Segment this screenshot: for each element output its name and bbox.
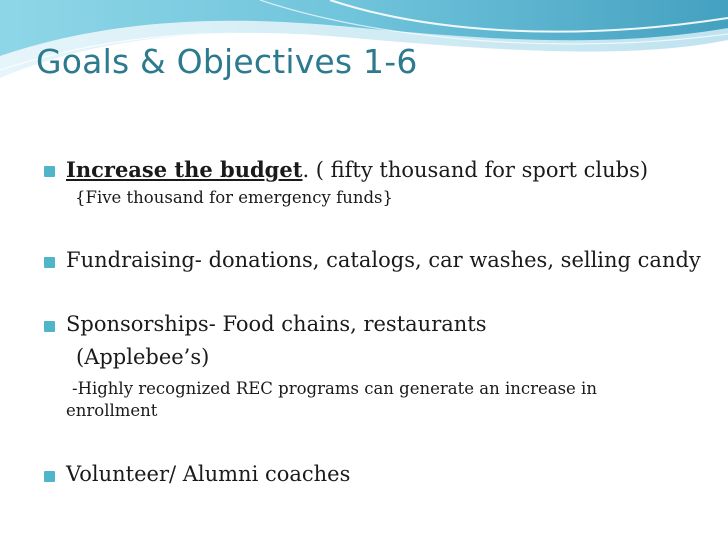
bullet-emphasis: Increase the budget xyxy=(66,157,303,182)
bullet-marker xyxy=(44,257,55,268)
bullet-note: -Highly recognized REC programs can generate an increase in xyxy=(72,379,597,398)
bullet-volunteer: Volunteer/ Alumni coaches xyxy=(66,462,351,486)
bullet-subtext: {Five thousand for emergency funds} xyxy=(75,188,393,207)
bullet-marker xyxy=(44,166,55,177)
bullet-continuation: (Applebee’s) xyxy=(76,345,210,369)
bullet-sponsorships: Sponsorships- Food chains, restaurants xyxy=(66,312,487,336)
bullet-marker xyxy=(44,471,55,482)
bullet-note-continuation: enrollment xyxy=(66,401,158,420)
bullet-marker xyxy=(44,321,55,332)
bullet-fundraising: Fundraising- donations, catalogs, car washes, selling candy xyxy=(66,248,701,272)
bullet-text: . ( fifty thousand for sport clubs) xyxy=(302,158,649,182)
slide-title: Goals & Objectives 1-6 xyxy=(36,42,418,81)
bullet-budget xyxy=(66,157,648,182)
